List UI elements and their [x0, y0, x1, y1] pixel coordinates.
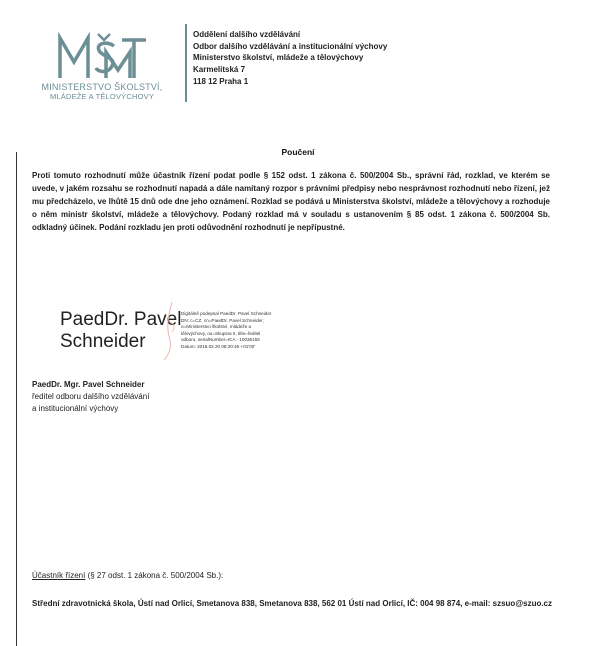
address-line-street: Karmelitská 7 — [193, 65, 246, 75]
signature-detail-line: odboru, serialNumber=ICA - 10036155 — [181, 337, 260, 342]
signer-title-line-1: ředitel odboru dalšího vzdělávání — [32, 392, 150, 401]
section-heading: Poučení — [281, 147, 315, 157]
sender-address — [193, 29, 387, 88]
participants-label: Účastník řízení — [32, 571, 86, 580]
signature-detail-line: Datum: 2015.02.20 08:20:46 +01'00' — [181, 343, 256, 349]
header-divider — [185, 24, 187, 102]
digital-signature-details — [181, 311, 271, 350]
address-line-office: Odbor dalšího vzdělávání a institucionální výchovy — [193, 41, 388, 51]
logo-line-2: MLÁDEŽE A TĚLOVÝCHOVY — [49, 92, 155, 101]
left-margin-line — [16, 152, 17, 646]
address-line-city: 118 12 Praha 1 — [193, 76, 249, 86]
signer-name: PaedDr. Mgr. Pavel Schneider — [32, 380, 145, 389]
instruction-paragraph: Proti tomuto rozhodnutí může účastník řízení podat podle § 152 odst. 1 zákona č. 500/2004 Sb., správní řád, rozklad, ve kterém se uvede, v jakém rozsahu se rozhodnutí napadá a dále namítaný rozpor s právními předpisy nebo nesprávnost rozhodnutí nebo řízení, jež mu předcházelo, ve lhůtě 15 dnů ode dne jeho oznámení. Rozklad se podává u Ministerstva školství, mládeže a tělovýchovy a rozhoduje o něm ministr školství, mládeže a tělovýchovy. Podaný rozklad má v souladu s ustanovením § 85 odst. 1 zákona č. 500/2004 Sb. odkladný účinek. Podání rozkladu jen proti odůvodnění rozhodnutí je nepřípustné. — [32, 171, 550, 232]
address-line-department: Oddělení dalšího vzdělávání — [193, 30, 301, 39]
signature-detail-line: Digitálně podepsal PaedDr. Pavel Schneider — [181, 311, 272, 316]
signature-name-line-1: PaedDr. Pavel — [60, 309, 182, 330]
participants-reference: (§ 27 odst. 1 zákona č. 500/2004 Sb.): — [85, 571, 224, 580]
signature-detail-line: DN: c=CZ, cn=PaedDr. Pavel Schneider, — [181, 317, 264, 323]
participants-heading — [32, 571, 223, 580]
signature-name-line-2: Schneider — [60, 331, 146, 352]
msmt-logo — [22, 32, 182, 108]
participant-entry: Střední zdravotnická škola, Ústí nad Orlicí, Smetanova 838, Smetanova 838, 562 01 Ústí nad Orlicí, IČ: 004 98 874, e-mail: szsuo@szuo.cz — [32, 599, 553, 608]
logo-line-1: MINISTERSTVO ŠKOLSTVÍ, — [41, 82, 163, 92]
signature-stroke-icon — [158, 300, 182, 362]
signature-detail-line: tělovýchovy, ou=Skupina II, title=ředitel — [181, 330, 261, 336]
signer-block — [32, 379, 149, 415]
msmt-monogram-icon — [56, 32, 148, 80]
signer-title-line-2: a institucionální výchovy — [32, 404, 119, 413]
signature-detail-line: o=Ministerstvo školství, mládeže a — [181, 324, 252, 329]
address-line-ministry: Ministerstvo školství, mládeže a tělovýchovy — [193, 53, 364, 63]
